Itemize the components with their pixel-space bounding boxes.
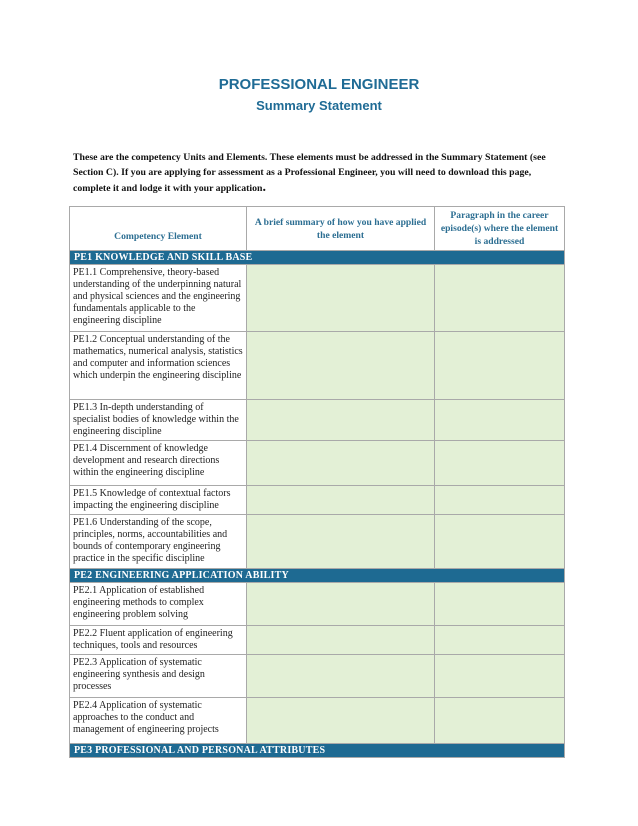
- paragraph-cell[interactable]: [435, 515, 565, 569]
- header-competency-element: Competency Element: [70, 207, 247, 251]
- section-header-pe2: [70, 569, 565, 583]
- paragraph-cell[interactable]: [435, 486, 565, 515]
- section-title: PE2 ENGINEERING APPLICATION ABILITY: [70, 569, 565, 583]
- paragraph-cell[interactable]: [435, 583, 565, 626]
- paragraph-cell[interactable]: [435, 441, 565, 486]
- summary-cell[interactable]: [247, 441, 435, 486]
- paragraph-cell[interactable]: [435, 655, 565, 698]
- intro-text: These are the competency Units and Elements. These elements must be addressed in the Summary Statement (see Section C). If you are applying for assessment as a Professional Engineer, you will need to download this page, complete it and lodge it with your application: [73, 152, 546, 194]
- summary-cell[interactable]: [247, 332, 435, 400]
- header-brief-summary: A brief summary of how you have applied the element: [247, 207, 435, 251]
- intro-end: .: [262, 180, 267, 195]
- element-pe1-1: PE1.1 Comprehensive, theory-based understanding of the underpinning natural and physical sciences and the engineering fundamentals applicable to the engineering discipline: [70, 265, 247, 332]
- table-row: [70, 486, 565, 515]
- page-title: PROFESSIONAL ENGINEER: [218, 76, 420, 93]
- paragraph-cell[interactable]: [435, 265, 565, 332]
- table-row: [70, 332, 565, 400]
- paragraph-cell[interactable]: [435, 332, 565, 400]
- element-pe1-2: PE1.2 Conceptual understanding of the mathematics, numerical analysis, statistics and computer and information sciences which underpin the engineering discipline: [70, 332, 247, 400]
- section-header-pe3: [70, 744, 565, 758]
- section-header-pe1: [70, 251, 565, 265]
- element-pe2-1: PE2.1 Application of established engineering methods to complex engineering problem solving: [70, 583, 247, 626]
- table-row: [70, 515, 565, 569]
- element-pe1-5: PE1.5 Knowledge of contextual factors impacting the engineering discipline: [70, 486, 247, 515]
- element-pe2-2: PE2.2 Fluent application of engineering techniques, tools and resources: [70, 626, 247, 655]
- summary-cell[interactable]: [247, 698, 435, 744]
- table-row: [70, 626, 565, 655]
- element-pe1-4: PE1.4 Discernment of knowledge development and research directions within the engineering discipline: [70, 441, 247, 486]
- intro-paragraph: [73, 150, 565, 196]
- table-row: [70, 583, 565, 626]
- summary-cell[interactable]: [247, 626, 435, 655]
- paragraph-cell[interactable]: [435, 400, 565, 441]
- element-pe2-4: PE2.4 Application of systematic approaches to the conduct and management of engineering projects: [70, 698, 247, 744]
- table-row: [70, 265, 565, 332]
- table-row: [70, 400, 565, 441]
- section-title: PE3 PROFESSIONAL AND PERSONAL ATTRIBUTES: [70, 744, 565, 758]
- table-row: [70, 441, 565, 486]
- paragraph-cell[interactable]: [435, 626, 565, 655]
- element-pe2-3: PE2.3 Application of systematic engineering synthesis and design processes: [70, 655, 247, 698]
- summary-cell[interactable]: [247, 486, 435, 515]
- competency-table: [69, 206, 565, 758]
- summary-cell[interactable]: [247, 655, 435, 698]
- element-pe1-6: PE1.6 Understanding of the scope, principles, norms, accountabilities and bounds of contemporary engineering practice in the specific discipline: [70, 515, 247, 569]
- element-pe1-3: PE1.3 In-depth understanding of specialist bodies of knowledge within the engineering discipline: [70, 400, 247, 441]
- header-paragraph: Paragraph in the career episode(s) where the element is addressed: [435, 207, 565, 251]
- summary-cell[interactable]: [247, 400, 435, 441]
- table-row: [70, 655, 565, 698]
- table-header-row: [70, 207, 565, 251]
- page-subtitle: Summary Statement: [256, 98, 382, 113]
- summary-cell[interactable]: [247, 265, 435, 332]
- summary-cell[interactable]: [247, 583, 435, 626]
- section-title: PE1 KNOWLEDGE AND SKILL BASE: [70, 251, 565, 265]
- table-row: [70, 698, 565, 744]
- paragraph-cell[interactable]: [435, 698, 565, 744]
- summary-cell[interactable]: [247, 515, 435, 569]
